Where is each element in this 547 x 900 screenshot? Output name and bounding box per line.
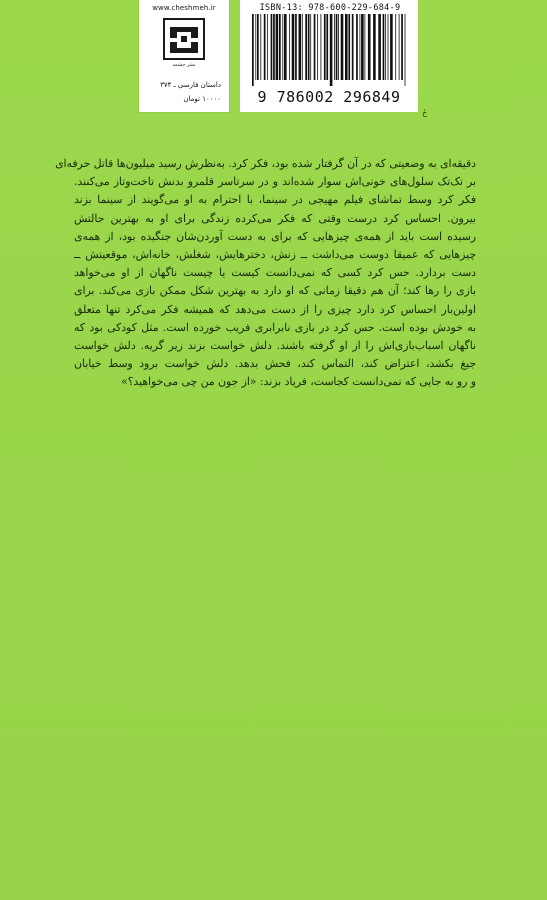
blurb-line: فکر کرد وسط تماشای فیلم مهیجی در سینما، با احترام به او می‌گویند از سینما بزند [74, 193, 476, 207]
barcode-panel [240, 0, 418, 112]
blurb-line: جیغ بکشد، اعتراض کند، التماس کند، فحش بدهد. دلش خواست برود وسط خیابان [74, 357, 476, 371]
blurb-line: بازی را رها کند؛ آن هم دقیقا زمانی که او دارد به بهترین شکل ممکن بازی می‌کند. برای [74, 284, 476, 298]
blurb-line: رسیده است باید از همه‌ی چیزهایی که برای به دست آوردن‌شان جنگیده بود، از همه‌ی [74, 229, 476, 243]
blurb-text [55, 155, 476, 392]
blurb-line: ناگهان اسباب‌بازی‌اش را از او گرفته باشند. دلش خواست بزند زیر گریه. دلش خواست [74, 339, 476, 353]
publisher-panel [139, 0, 229, 112]
blurb-line: بیرون. احساس کرد درست وقتی که فکر می‌کرده زندگی برای او به بهترین حالتش [74, 211, 476, 225]
publisher-website: www.cheshmeh.ir [152, 4, 216, 12]
blurb-line: و رو به جایی که نمی‌دانست کجاست، فریاد بزند: «از جون من چی می‌خواهید؟» [121, 375, 476, 389]
blurb-line: بر تک‌تک سلول‌های خونی‌اش سوار شده‌اند و در سرتاسر قلمرو بدنش تاخت‌وتاز می‌کنند. [74, 175, 476, 189]
barcode-icon [250, 14, 410, 86]
blurb-line: به خودش بوده است. حس کرد در بازی نابرابری فریب خورده است. مثل کودکی بود که [74, 320, 476, 334]
blurb-line: چیزهایی که عمیقا دوست می‌داشت ــ زنش، دخترهایش، شغلش، خانه‌اش، موقعیتش ــ [74, 248, 476, 262]
series-label: داستان فارسی ـ ۳۷۴ [160, 81, 221, 89]
price-label: ۱۰۰۰۰ تومان [183, 95, 221, 103]
isbn-text: ISBN-13: 978-600-229-684-9 [259, 3, 401, 13]
publisher-logo-icon [163, 18, 205, 60]
blurb-line: اولین‌بار احساس کرد دارد چیزی را از دست می‌دهد که همیشه فکر می‌کرد تنها متعلق [74, 302, 476, 316]
publisher-logo-caption: نشر چشمه [172, 62, 196, 68]
blurb-line: دست بردارد. حس کرد کسی که نمی‌دانست کیست یا چیست ناگهان از او می‌خواهد [74, 266, 476, 280]
barcode-digits: 9 786002 296849 [257, 88, 401, 106]
blurb-line: دقیقه‌ای به وضعیتی که در آن گرفتار شده بود، فکر کرد. به‌نظرش رسید میلیون‌ها قاتل حرفه‌ای [55, 157, 476, 170]
side-mark: ځ [422, 108, 428, 117]
